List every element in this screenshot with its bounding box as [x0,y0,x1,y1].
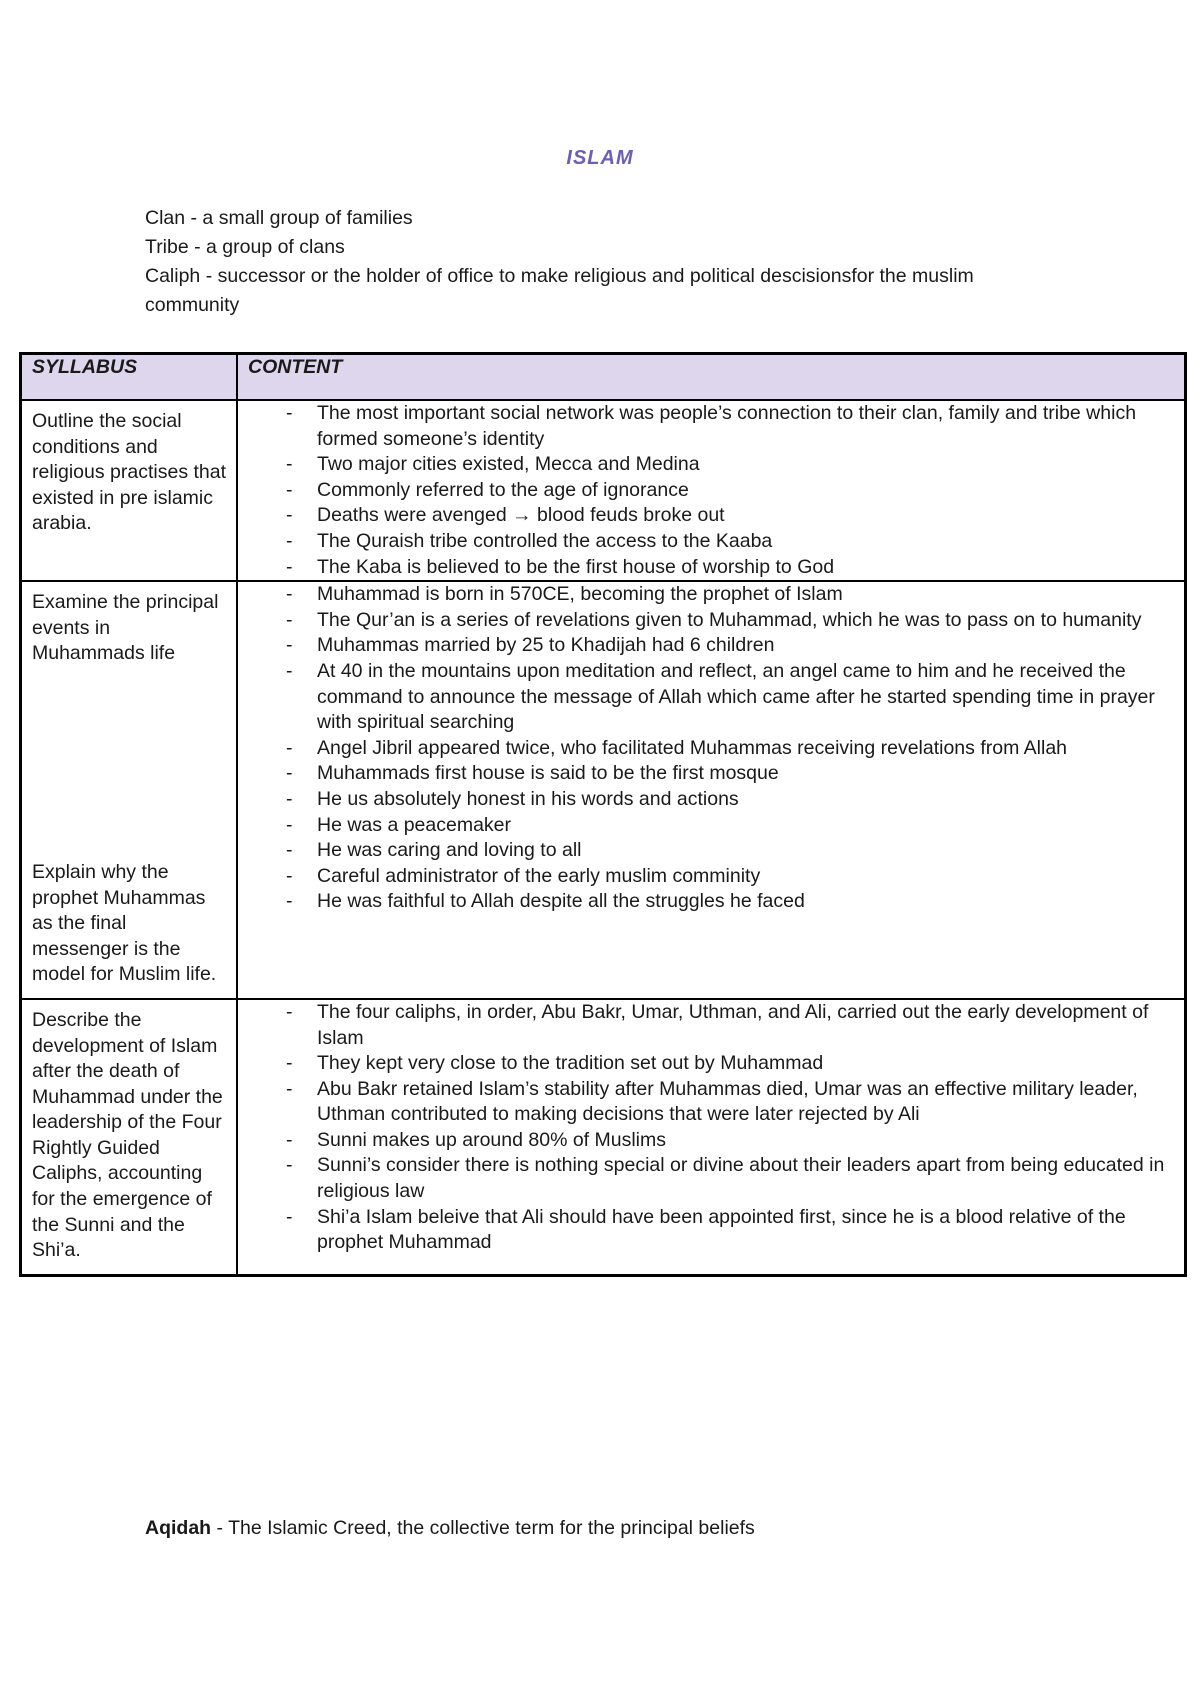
syllabus-text: Explain why the prophet Muhammas as the final messenger is the model for Muslim life. [32,860,217,986]
list-item: - He us absolutely honest in his words and actions [238,787,1184,813]
list-item: - Angel Jibril appeared twice, who facilitated Muhammas receiving revelations from Allah [238,736,1184,762]
list-item: - He was caring and loving to all [238,838,1184,864]
aqidah-definition [145,1515,1145,1541]
page-title: ISLAM [566,147,634,169]
table-header-row [21,354,1186,401]
list-item: - The most important social network was people’s connection to their clan, family and tribe which formed someone’s identity [238,401,1184,452]
table-row [21,581,1186,999]
list-item: - Muhammas married by 25 to Khadijah had 6 children [238,633,1184,659]
list-item: - At 40 in the mountains upon meditation and reflect, an angel came to him and he received the command to announce the message of Allah which came after he started spending time in prayer with spiritual searching [238,659,1184,736]
aqidah-term: Aqidah [145,1517,212,1539]
definition-clan: Clan - a small group of families [145,207,413,229]
list-item: - He was a peacemaker [238,813,1184,839]
list-item: - Deaths were avenged → blood feuds broke out [238,503,1184,529]
content-points [238,401,1184,580]
list-item: - He was faithful to Allah despite all the struggles he faced [238,889,1184,915]
list-item: - The four caliphs, in order, Abu Bakr, Umar, Uthman, and Ali, carried out the early development of Islam [238,1000,1184,1051]
syllabus-header: SYLLABUS [21,354,238,401]
syllabus-table [19,352,1187,1277]
list-item: - Abu Bakr retained Islam’s stability after Muhammas died, Umar was an effective military leader, Uthman contributed to making decisions that were later rejected by Ali [238,1077,1184,1128]
list-item: - The Qur’an is a series of revelations given to Muhammad, which he was to pass on to humanity [238,608,1184,634]
list-item: - The Kaba is believed to be the first house of worship to God [238,555,1184,581]
content-cell [237,581,1186,999]
content-points [238,582,1184,787]
content-header: CONTENT [237,354,1186,401]
list-item: - Muhammads first house is said to be the first mosque [238,761,1184,787]
list-item: - Muhammad is born in 570CE, becoming the prophet of Islam [238,582,1184,608]
content-points [238,1000,1184,1256]
list-item: - Careful administrator of the early muslim comminity [238,864,1184,890]
syllabus-cell [21,581,238,999]
content-points [238,787,1184,915]
syllabus-cell: Describe the development of Islam after the death of Muhammad under the leadership of the Four Rightly Guided Caliphs, accounting for the emergence of the Sunni and the Shi’a. [21,999,238,1275]
list-item: - Two major cities existed, Mecca and Medina [238,452,1184,478]
list-item: - Commonly referred to the age of ignorance [238,478,1184,504]
definitions-list [145,204,1045,320]
aqidah-text: - The Islamic Creed, the collective term for the principal beliefs [211,1517,755,1539]
content-cell [237,400,1186,581]
content-cell [237,999,1186,1275]
table-row [21,999,1186,1275]
list-item: - The Quraish tribe controlled the access to the Kaaba [238,529,1184,555]
list-item: - They kept very close to the tradition set out by Muhammad [238,1051,1184,1077]
definition-caliph: Caliph - successor or the holder of office to make religious and political descisionsfor the muslim community [145,265,974,316]
list-item: - Sunni makes up around 80% of Muslims [238,1128,1184,1154]
table-row [21,400,1186,581]
definition-tribe: Tribe - a group of clans [145,236,345,258]
syllabus-cell: Outline the social conditions and religious practises that existed in pre islamic arabia. [21,400,238,581]
list-item: - Shi’a Islam beleive that Ali should have been appointed first, since he is a blood relative of the prophet Muhammad [238,1205,1184,1256]
syllabus-text: Examine the principal events in Muhammads life [32,591,219,665]
list-item: - Sunni’s consider there is nothing special or divine about their leaders apart from being educated in religious law [238,1153,1184,1204]
